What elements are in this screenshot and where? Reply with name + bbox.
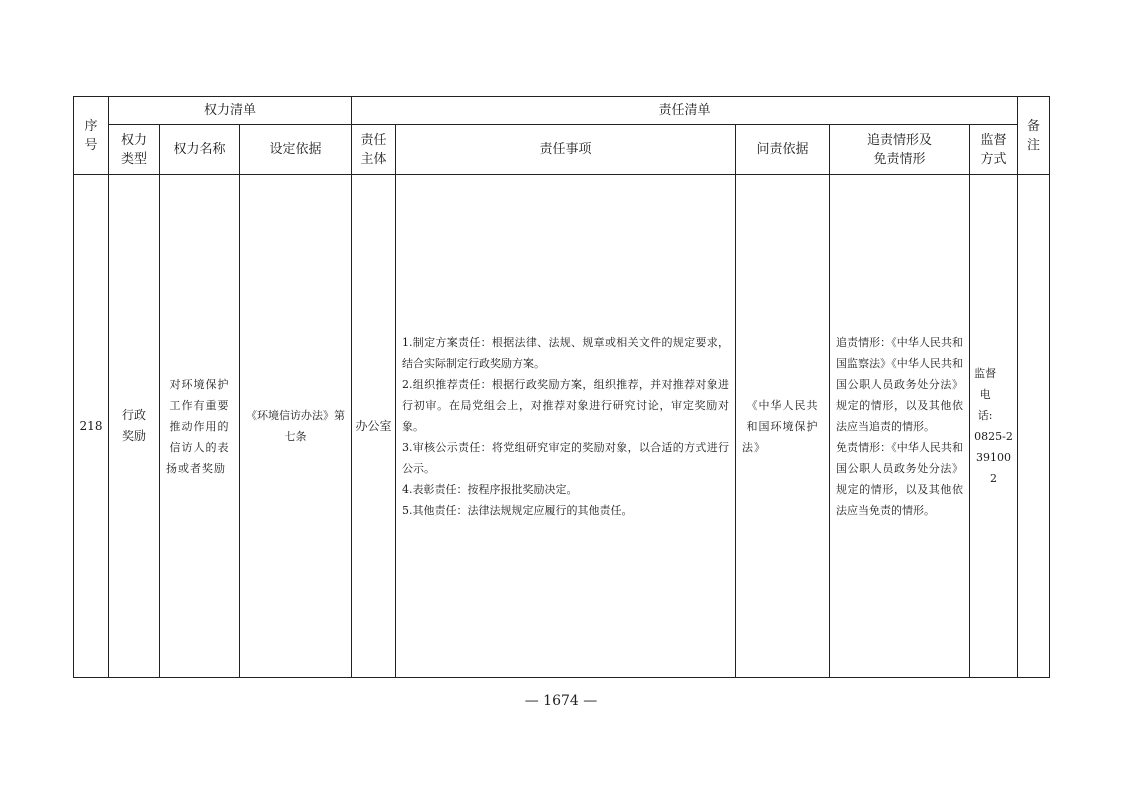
duty-item-1: 1.制定方案责任：根据法律、法规、规章或相关文件的规定要求，结合实际制定行政奖励方案。 [402,335,729,370]
supervision-phone: 0825-2391002 [974,430,1013,485]
exempt-text: 免责情形：《中华人民共和国公职人员政务处分法》规定的情形，以及其他依法应当免责的情形。 [836,440,963,517]
duty-item-2: 2.组织推荐责任：根据行政奖励方案，组织推荐，并对推荐对象进行初审。在局党组会上，对推荐对象进行研究讨论，审定奖励对象。 [402,377,729,433]
cell-subject: 办公室 [352,175,396,678]
header-power-type: 权力类型 [109,125,160,175]
cell-power-name: 对环境保护工作有重要推动作用的信访人的表扬或者奖励 [160,175,240,678]
responsibility-table [73,96,1050,678]
supervision-label: 监督电话: [974,367,997,422]
cell-basis: 《环境信访办法》第七条 [240,175,352,678]
header-duty-items: 责任事项 [396,125,736,175]
header-duty-list: 责任清单 [352,97,1018,125]
cell-accountability-basis: 《中华人民共和国环境保护法》 [736,175,830,678]
header-power-name: 权力名称 [160,125,240,175]
duty-item-3: 3.审核公示责任：将党组研究审定的奖励对象，以合适的方式进行公示。 [402,440,729,475]
header-seq: 序号 [74,97,109,175]
duty-item-5: 5.其他责任：法律法规规定应履行的其他责任。 [402,503,633,517]
cell-power-type: 行政奖励 [109,175,160,678]
duty-item-4: 4.表彰责任：按程序报批奖励决定。 [402,482,578,496]
header-remark: 备注 [1018,97,1050,175]
header-power-list: 权力清单 [109,97,352,125]
cell-supervision [970,175,1018,678]
cell-seq: 218 [74,175,109,678]
header-pursue-exempt: 追责情形及免责情形 [830,125,970,175]
header-basis: 设定依据 [240,125,352,175]
table-row [74,175,1050,678]
header-subject: 责任主体 [352,125,396,175]
page-number: — 1674 — [524,693,598,709]
pursue-text: 追责情形：《中华人民共和国监察法》《中华人民共和国公职人员政务处分法》规定的情形，以及其他依法应当追责的情形。 [836,335,963,433]
cell-pursue-exempt [830,175,970,678]
cell-duty-items [396,175,736,678]
header-supervision: 监督方式 [970,125,1018,175]
header-accountability-basis: 问责依据 [736,125,830,175]
cell-remark [1018,175,1050,678]
